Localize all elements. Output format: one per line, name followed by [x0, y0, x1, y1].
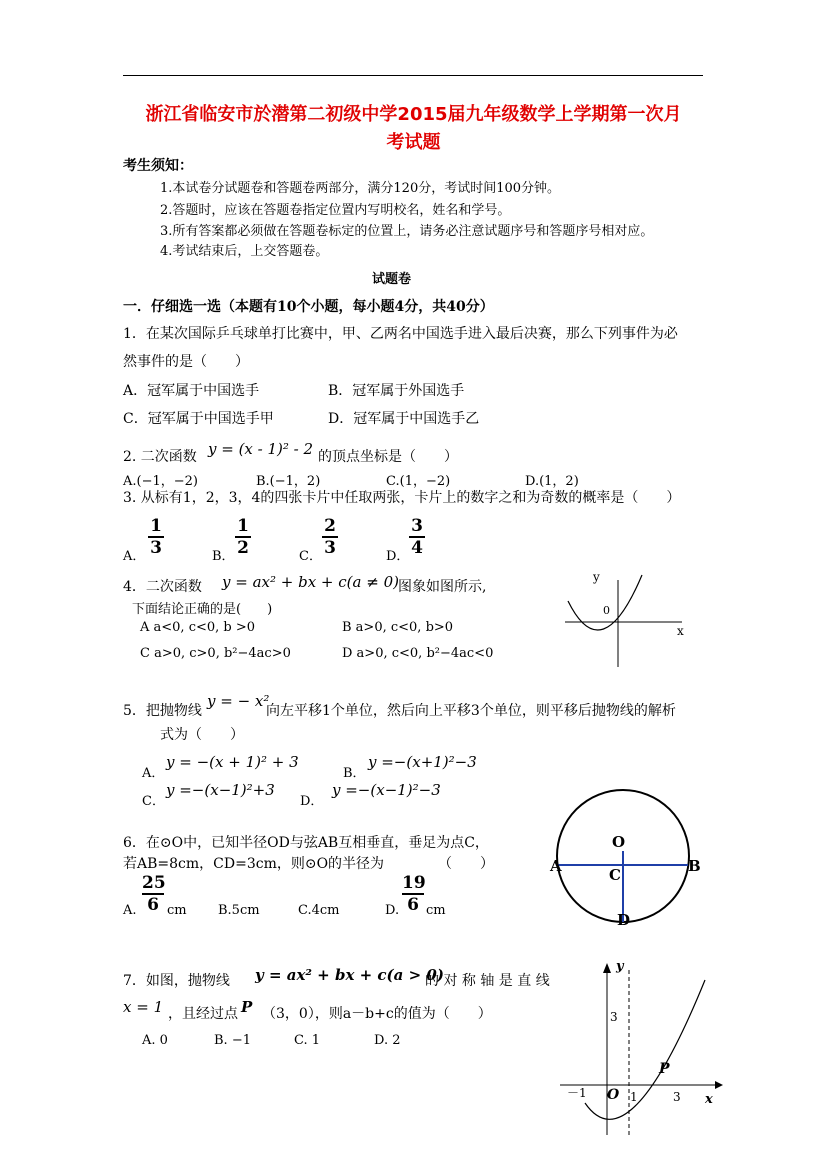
- y-axis-label: y: [616, 959, 624, 974]
- q5-suffix: 向左平移1个单位，然后向上平移3个单位，则平移后抛物线的解析: [266, 703, 676, 719]
- q6-circle-figure: [540, 785, 715, 930]
- numerator: 1: [150, 516, 162, 536]
- q2-formula: y = (x - 1)² - 2: [208, 440, 314, 458]
- q7-axis-equation: x = 1: [123, 998, 164, 1016]
- q1-option-c: C．冠军属于中国选手甲: [123, 411, 274, 427]
- q5-option-b-label: B．: [343, 766, 366, 781]
- q3-option-b-fraction: [235, 517, 251, 557]
- q7-option-b: B. −1: [214, 1033, 251, 1048]
- q6-option-a-label: A.: [123, 903, 137, 918]
- q6-option-d-unit: cm: [426, 903, 446, 918]
- q5-option-c-label: C．: [142, 794, 165, 809]
- q6-option-d-fraction: [402, 874, 424, 914]
- notice-item-3: 3.所有答案都必须做在答题卷标定的位置上，请务必注意试题序号和答题序号相对应。: [160, 224, 654, 239]
- q7-parabola-figure: [555, 955, 725, 1140]
- parabola-curve: [585, 980, 705, 1119]
- q3-option-d-label: D．: [386, 549, 410, 564]
- exam-title-line2: 考试题: [386, 132, 441, 153]
- label-c: C: [609, 866, 621, 884]
- q7-formula: y = ax² + bx + c(a > 0): [255, 966, 444, 984]
- q4-parabola-figure: [560, 565, 700, 675]
- denominator: 3: [324, 538, 336, 558]
- q7-option-a: A. 0: [142, 1033, 168, 1048]
- y-axis-label: y: [593, 570, 600, 584]
- tick-label-neg1: －1: [567, 1086, 587, 1100]
- q7-stem-line2-rest: （3，0），则a－b+c的值为（ ）: [262, 1006, 492, 1022]
- q5-option-b: y =−(x+1)²−3: [368, 753, 477, 771]
- header-rule: [123, 75, 703, 76]
- x-axis-label: x: [705, 1092, 713, 1107]
- label-b: B: [688, 857, 701, 875]
- section-title: 试题卷: [372, 272, 412, 287]
- numerator: 25: [142, 873, 166, 893]
- q3-stem: 3. 从标有1，2，3，4的四张卡片中任取两张，卡片上的数字之和为奇数的概率是（ ）: [123, 490, 681, 506]
- numerator: 2: [324, 516, 336, 536]
- label-d: D: [617, 911, 631, 929]
- q5-formula: y = − x²: [207, 692, 270, 710]
- q4-suffix: 图象如图所示,: [398, 579, 487, 595]
- q6-option-a-fraction: [142, 874, 164, 914]
- q5-stem-line2: 式为（ ）: [160, 727, 244, 743]
- numerator: 3: [411, 516, 423, 536]
- point-p-label: P: [659, 1061, 670, 1077]
- q5-option-d: y =−(x−1)²−3: [332, 781, 441, 799]
- q4-option-b: B a>0, c<0, b>0: [342, 620, 454, 635]
- denominator: 4: [411, 538, 423, 558]
- tick-label-3-x: 3: [673, 1090, 681, 1104]
- denominator: 3: [150, 538, 162, 558]
- q5-prefix: 5．把抛物线: [123, 703, 202, 719]
- q7-suffix: 的 对 称 轴 是 直 线: [425, 973, 550, 989]
- notice-item-1: 1.本试卷分试题卷和答题卷两部分，满分120分，考试时间100分钟。: [160, 181, 561, 196]
- y-axis-arrow: [603, 963, 611, 973]
- q7-point-label: P: [241, 998, 253, 1016]
- denominator: 2: [237, 538, 249, 558]
- part1-heading: 一．仔细选一选（本题有10个小题，每小题4分，共40分）: [123, 299, 494, 315]
- q4-stem-line2: 下面结论正确的是( ): [132, 602, 273, 617]
- notice-item-4: 4.考试结束后，上交答题卷。: [160, 244, 329, 259]
- x-axis-arrow: [715, 1081, 723, 1089]
- q1-option-d: D．冠军属于中国选手乙: [328, 411, 480, 427]
- q4-option-c: C a>0, c>0, b²−4ac>0: [140, 646, 291, 661]
- label-a: A: [550, 857, 562, 875]
- q2-option-a: A.(−1，−2): [123, 474, 198, 489]
- q6-option-c: C.4cm: [298, 903, 340, 918]
- q4-option-a: A a<0, c<0, b >0: [140, 620, 256, 635]
- q7-option-d: D. 2: [374, 1033, 401, 1048]
- q2-suffix: 的顶点坐标是（ ）: [318, 449, 458, 465]
- q3-option-a-fraction: [148, 517, 164, 557]
- q2-prefix: 2. 二次函数: [123, 449, 197, 465]
- q6-answer-paren: （ ）: [438, 856, 494, 872]
- label-o: O: [612, 833, 626, 851]
- exam-title-line1: 浙江省临安市於潜第二初级中学2015届九年级数学上学期第一次月: [145, 104, 682, 125]
- q3-option-c-fraction: [322, 517, 338, 557]
- q6-stem-line1: 6．在⊙O中，已知半径OD与弦AB互相垂直，垂足为点C，: [123, 835, 489, 851]
- q3-option-a-label: A．: [123, 549, 146, 564]
- q6-option-d-label: D.: [385, 903, 400, 918]
- q3-option-c-label: C．: [299, 549, 322, 564]
- numerator: 19: [402, 873, 426, 893]
- denominator: 6: [147, 895, 159, 915]
- q1-option-b: B．冠军属于外国选手: [328, 383, 465, 399]
- notice-item-2: 2.答题时，应该在答题卷指定位置内写明校名，姓名和学号。: [160, 203, 511, 218]
- q6-option-a-unit: cm: [167, 903, 187, 918]
- q5-option-c: y =−(x−1)²+3: [166, 781, 275, 799]
- origin-label: 0: [603, 604, 610, 617]
- q6-option-b: B.5cm: [218, 903, 260, 918]
- origin-label: O: [607, 1087, 620, 1103]
- q2-option-d: D.(1，2): [525, 474, 579, 489]
- tick-label-3: 3: [610, 1010, 618, 1024]
- q1-stem-line2: 然事件的是（ ）: [123, 354, 249, 370]
- q7-stem-line2: ，且经过点: [168, 1006, 238, 1022]
- q5-option-a: y = −(x + 1)² + 3: [166, 753, 299, 771]
- q7-prefix: 7．如图，抛物线: [123, 973, 230, 989]
- q1-stem-line1: 1．在某次国际乒乓球单打比赛中，甲、乙两名中国选手进入最后决赛，那么下列事件为必: [123, 326, 678, 342]
- q2-option-c: C.(1，−2): [386, 474, 451, 489]
- x-axis-label: x: [677, 624, 684, 638]
- q5-option-a-label: A．: [142, 766, 165, 781]
- q3-option-b-label: B．: [212, 549, 235, 564]
- q1-option-a: A．冠军属于中国选手: [123, 383, 260, 399]
- q3-option-d-fraction: [409, 517, 425, 557]
- tick-label-1: 1: [630, 1090, 638, 1104]
- q4-option-d: D a>0, c<0, b²−4ac<0: [342, 646, 494, 661]
- q4-formula: y = ax² + bx + c(a ≠ 0): [222, 573, 399, 591]
- q6-stem-line2: 若AB=8cm，CD=3cm，则⊙O的半径为: [123, 856, 385, 872]
- q7-option-c: C. 1: [294, 1033, 321, 1048]
- q2-option-b: B.(−1，2): [256, 474, 321, 489]
- notice-heading: 考生须知：: [123, 158, 193, 174]
- q4-prefix: 4．二次函数: [123, 579, 202, 595]
- numerator: 1: [237, 516, 249, 536]
- q5-option-d-label: D．: [300, 794, 324, 809]
- denominator: 6: [407, 895, 419, 915]
